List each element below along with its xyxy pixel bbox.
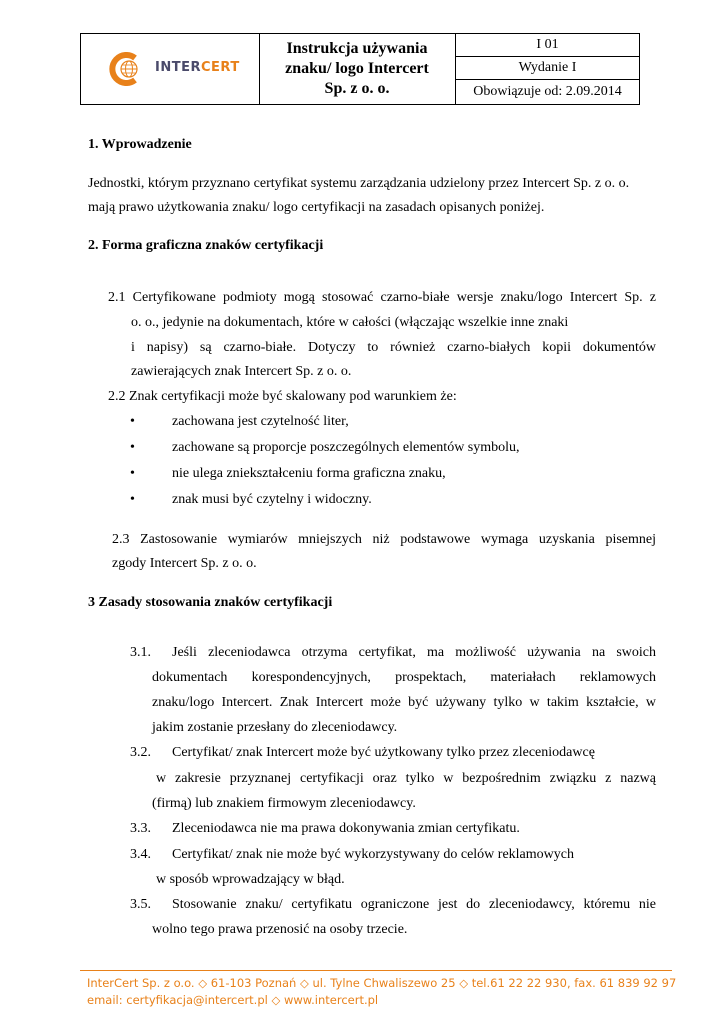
para-2-1-line-1: 2.1 Certyfikowane podmioty mogą stosować czarno-białe wersje znaku/logo Intercert Sp. z <box>108 290 656 305</box>
bullet-item: znak musi być czytelny i widoczny. <box>172 492 372 507</box>
bullet-marker: • <box>130 440 135 455</box>
doc-code: I 01 <box>456 34 639 57</box>
section-1-text-line-2: mają prawo użytkowania znaku/ logo certyfikacji na zasadach opisanych poniżej. <box>88 200 545 215</box>
globe-logo-icon <box>107 52 151 86</box>
item-number-3-5: 3.5. <box>130 897 151 912</box>
para-3-1-line-1: Jeśli zleceniodawca otrzyma certyfikat, ma możliwość używania na swoich <box>172 645 656 660</box>
intercert-logo <box>107 52 240 86</box>
logo-cell <box>81 34 260 104</box>
footer-divider <box>80 970 672 971</box>
section-1-text-line-1: Jednostki, którym przyznano certyfikat systemu zarządzania udzielony przez Intercert Sp. z o. o. <box>88 176 630 191</box>
para-3-5-line-2: wolno tego prawa przenosić na osoby trzecie. <box>152 922 408 937</box>
para-2-1-line-3: i napisy) są czarno-białe. Dotyczy to również czarno-białych kopii dokumentów <box>131 340 656 355</box>
logo-wordmark: INTERCERT <box>155 60 240 75</box>
bullet-marker: • <box>130 466 135 481</box>
section-3-heading: 3 Zasady stosowania znaków certyfikacji <box>88 595 333 610</box>
item-number-3-3: 3.3. <box>130 821 151 836</box>
bullet-item: nie ulega zniekształceniu forma graficzna znaku, <box>172 466 446 481</box>
title-line-3: Sp. z o. o. <box>324 80 390 97</box>
footer-address: InterCert Sp. z o.o. ◇ 61-103 Poznań ◇ ul. Tylne Chwaliszewo 25 ◇ tel.61 22 22 930, fax. 61 839 92 97 <box>87 976 677 990</box>
bullet-marker: • <box>130 414 135 429</box>
para-2-3-line-2: zgody Intercert Sp. z o. o. <box>112 556 257 571</box>
para-3-2-line-2: w zakresie przyznanej certyfikacji oraz tylko w bezpośrednim związku z nazwą <box>156 771 656 786</box>
para-3-1-line-2: dokumentach korespondencyjnych, prospektach, materiałach reklamowych <box>152 670 656 685</box>
footer-contact: email: certyfikacja@intercert.pl ◇ www.intercert.pl <box>87 993 379 1007</box>
section-2-heading: 2. Forma graficzna znaków certyfikacji <box>88 238 324 253</box>
document-meta <box>456 34 639 104</box>
document-title <box>259 34 456 104</box>
section-1-heading: 1. Wprowadzenie <box>88 137 192 152</box>
bullet-marker: • <box>130 492 135 507</box>
edition: Wydanie I <box>456 57 639 80</box>
para-3-2-line-1: Certyfikat/ znak Intercert może być użytkowany tylko przez zleceniodawcę <box>172 745 595 760</box>
item-number-3-2: 3.2. <box>130 745 151 760</box>
document-header-table <box>80 33 640 105</box>
para-3-3: Zleceniodawca nie ma prawa dokonywania zmian certyfikatu. <box>172 821 520 836</box>
item-number-3-1: 3.1. <box>130 645 151 660</box>
para-2-1-line-4: zawierających znak Intercert Sp. z o. o. <box>131 364 352 379</box>
para-3-1-line-3: znaku/logo Intercert. Znak Intercert może być używany tylko w takim kształcie, w <box>152 695 656 710</box>
bullet-item: zachowane są proporcje poszczególnych elementów symbolu, <box>172 440 520 455</box>
para-3-4-line-2: w sposób wprowadzający w błąd. <box>156 872 345 887</box>
para-2-2: 2.2 Znak certyfikacji może być skalowany pod warunkiem że: <box>108 389 457 404</box>
para-3-5-line-1: Stosowanie znaku/ certyfikatu ograniczone jest do zleceniodawcy, któremu nie <box>172 897 656 912</box>
para-3-1-line-4: jakim zostanie przesłany do zleceniodawcy. <box>152 720 398 735</box>
title-line-2: znaku/ logo Intercert <box>285 60 429 77</box>
item-number-3-4: 3.4. <box>130 847 151 862</box>
title-line-1: Instrukcja używania <box>286 40 428 57</box>
para-3-4-line-1: Certyfikat/ znak nie może być wykorzystywany do celów reklamowych <box>172 847 574 862</box>
para-2-1-line-2: o. o., jedynie na dokumentach, które w całości (włączając wszelkie inne znaki <box>131 315 569 330</box>
valid-from: Obowiązuje od: 2.09.2014 <box>473 84 622 99</box>
bullet-item: zachowana jest czytelność liter, <box>172 414 349 429</box>
para-3-2-line-3: (firmą) lub znakiem firmowym zleceniodawcy. <box>152 796 416 811</box>
para-2-3-line-1: 2.3 Zastosowanie wymiarów mniejszych niż podstawowe wymaga uzyskania pisemnej <box>112 532 656 547</box>
